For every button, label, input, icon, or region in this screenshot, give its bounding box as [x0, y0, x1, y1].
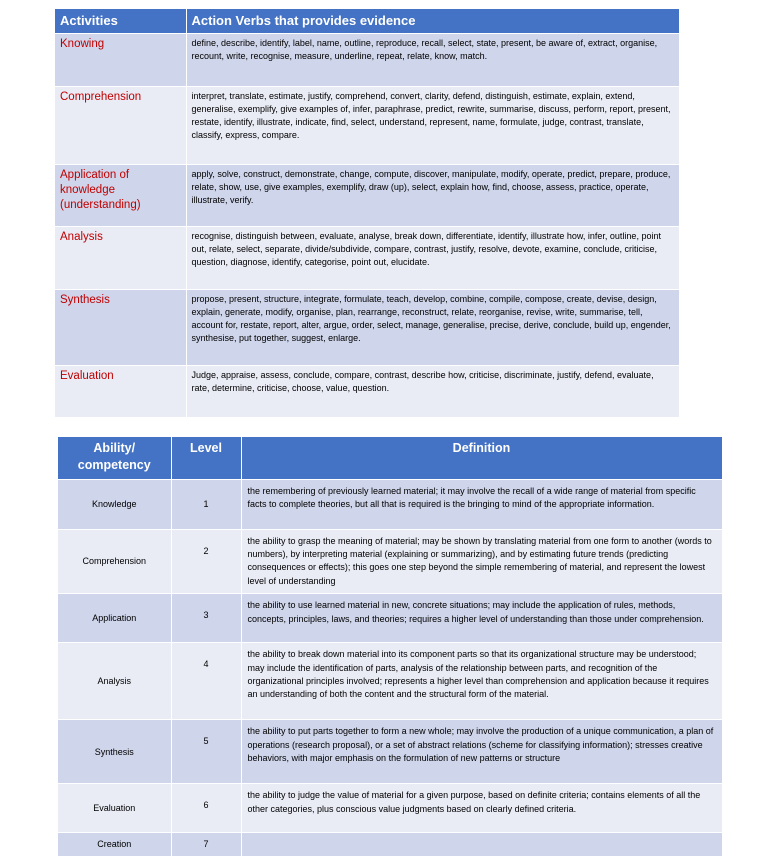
table-row — [58, 529, 722, 594]
level-value: 5 — [171, 720, 241, 784]
ability-label: Comprehension — [58, 529, 171, 594]
table-row — [55, 226, 679, 289]
activity-label: Evaluation — [55, 365, 186, 417]
table-row — [58, 479, 722, 529]
level-value: 2 — [171, 529, 241, 594]
activity-label: Analysis — [55, 226, 186, 289]
table-row — [58, 720, 722, 784]
ability-label: Knowledge — [58, 479, 171, 529]
definition-text: the ability to grasp the meaning of material; may be shown by translating material from one form to another (words to numbers), by interpreting material (explaining or summarizing), and by estimating future trends (predicting consequences or effects); this goes one step beyond the simple remembering of material, and represent the lowest level of understanding — [241, 529, 722, 594]
action-verbs: interpret, translate, estimate, justify, comprehend, convert, clarity, defend, distinguish, estimate, explain, extend, generalise, exemplify, give examples of, infer, paraphrase, predict, rewrite, summarise, discuss, perform, report, present, restate, identify, illustrate, indicate, find, select, understand, represent, name, formulate, judge, contrast, translate, classify, express, compare. — [186, 86, 679, 164]
table-row — [58, 784, 722, 833]
table-row — [58, 594, 722, 643]
definition-text: the remembering of previously learned material; it may involve the recall of a wide range of material from specific facts to complete theories, but all that is required is the bringing to mind of the appropriate information. — [241, 479, 722, 529]
action-verbs: recognise, distinguish between, evaluate, analyse, break down, differentiate, identify, illustrate how, infer, outline, point out, relate, select, separate, divide/subdivide, compare, contrast, justify, resolve, devote, examine, conclude, criticise, question, diagnose, identify, categorise, point out, elucidate. — [186, 226, 679, 289]
level-value: 7 — [171, 833, 241, 856]
activity-label: Application of knowledge (understanding) — [55, 164, 186, 226]
level-value: 1 — [171, 479, 241, 529]
ability-label: Analysis — [58, 643, 171, 720]
level-value: 6 — [171, 784, 241, 833]
table-row — [55, 86, 679, 164]
action-verbs: Judge, appraise, assess, conclude, compare, contrast, describe how, criticise, discriminate, justify, defend, evaluate, rate, determine, criticise, choose, value, question. — [186, 365, 679, 417]
ability-label: Creation — [58, 833, 171, 856]
definition-text: the ability to put parts together to form a new whole; may involve the production of a unique communication, a plan of operations (research proposal), or a set of abstract relations (scheme for classifying information); stresses creative behaviors, with major emphasis on the formulation of new patterns or structure — [241, 720, 722, 784]
ability-label: Application — [58, 594, 171, 643]
definition-text — [241, 833, 722, 856]
level-value: 4 — [171, 643, 241, 720]
ability-table — [58, 437, 723, 856]
activity-label: Comprehension — [55, 86, 186, 164]
activity-label: Knowing — [55, 33, 186, 86]
ability-label: Synthesis — [58, 720, 171, 784]
activities-header-row — [55, 9, 679, 33]
action-verbs: propose, present, structure, integrate, formulate, teach, develop, combine, compile, compose, create, devise, design, explain, generate, modify, organise, plan, rearrange, reconstruct, relate, reorganise, revise, write, summarise, tell, account for, restate, report, alter, argue, order, select, manage, generalise, precise, derive, conclude, build up, engender, synthesise, put together, suggest, enlarge. — [186, 289, 679, 365]
activities-table — [55, 9, 680, 417]
action-verbs: define, describe, identify, label, name, outline, reproduce, recall, select, state, present, be aware of, extract, organise, recount, write, recognise, measure, underline, repeat, relate, know, match. — [186, 33, 679, 86]
table-row — [55, 33, 679, 86]
header-action-verbs: Action Verbs that provides evidence — [186, 9, 679, 33]
table-row — [58, 833, 722, 856]
header-ability: Ability/ competency — [58, 437, 171, 479]
action-verbs: apply, solve, construct, demonstrate, change, compute, discover, manipulate, modify, operate, predict, prepare, produce, relate, show, use, give examples, exemplify, draw (up), select, explain how, find, choose, assess, practice, operate, illustrate, verify. — [186, 164, 679, 226]
header-definition: Definition — [241, 437, 722, 479]
ability-header-row — [58, 437, 722, 479]
header-activities: Activities — [55, 9, 186, 33]
level-value: 3 — [171, 594, 241, 643]
definition-text: the ability to use learned material in new, concrete situations; may include the application of rules, methods, concepts, principles, laws, and theories; requires a higher level of understanding than those under comprehension. — [241, 594, 722, 643]
table-row — [55, 164, 679, 226]
table-row — [55, 365, 679, 417]
definition-text: the ability to judge the value of material for a given purpose, based on definite criteria; contains elements of all the other categories, plus conscious value judgments based on clearly defined criteria. — [241, 784, 722, 833]
activity-label: Synthesis — [55, 289, 186, 365]
table-row — [55, 289, 679, 365]
table-row — [58, 643, 722, 720]
header-level: Level — [171, 437, 241, 479]
definition-text: the ability to break down material into its component parts so that its organizational structure may be understood; may include the identification of parts, analysis of the relationship between parts, and recognition of the organizational principles involved; represents a higher level than comprehension and application because it requires an understanding of both the content and the structural form of the material. — [241, 643, 722, 720]
ability-label: Evaluation — [58, 784, 171, 833]
